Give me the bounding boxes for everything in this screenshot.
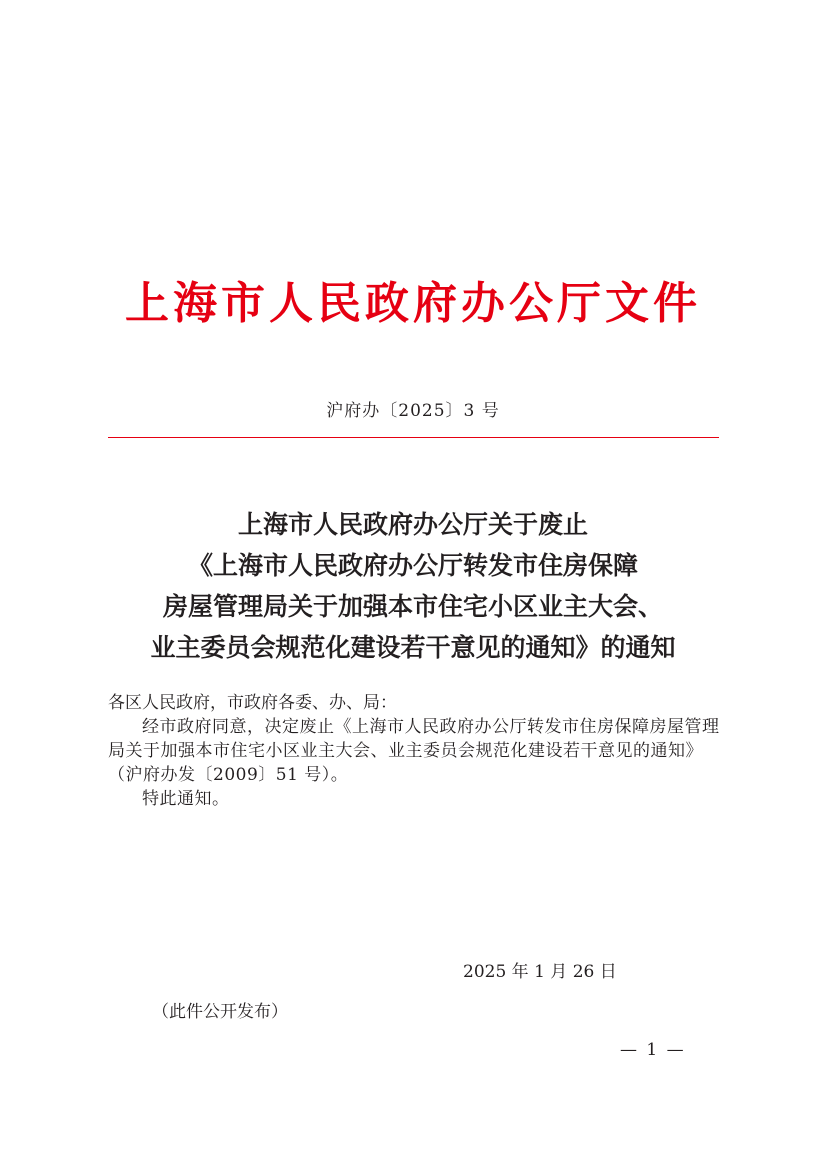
issue-date: 2025 年 1 月 26 日: [463, 962, 617, 982]
document-number: 沪府办〔2025〕3 号: [326, 401, 500, 421]
title-line-3: 房屋管理局关于加强本市住宅小区业主大会、: [162, 592, 663, 621]
addressee: 各区人民政府，市政府各委、办、局：: [108, 693, 397, 713]
issuer-header: 上海市人民政府办公厅文件: [125, 278, 701, 329]
red-divider-line: [108, 437, 719, 438]
release-note: （此件公开发布）: [152, 1002, 288, 1022]
title-line-1: 上海市人民政府办公厅关于废止: [237, 510, 588, 539]
document-body: [108, 691, 720, 811]
title-line-4: 业主委员会规范化建设若干意见的通知》的通知: [150, 633, 676, 662]
body-paragraph-decision: 经市政府同意，决定废止《上海市人民政府办公厅转发市住房保障房屋管理局关于加强本市住宅小区业主大会、业主委员会规范化建设若干意见的通知》（沪府办发〔2009〕51 号）。: [108, 717, 720, 785]
document-title: [80, 504, 746, 668]
page-number: — 1 —: [620, 1040, 686, 1060]
title-line-2: 《上海市人民政府办公厅转发市住房保障: [187, 551, 638, 580]
body-paragraph-closing: 特此通知。: [142, 789, 230, 809]
